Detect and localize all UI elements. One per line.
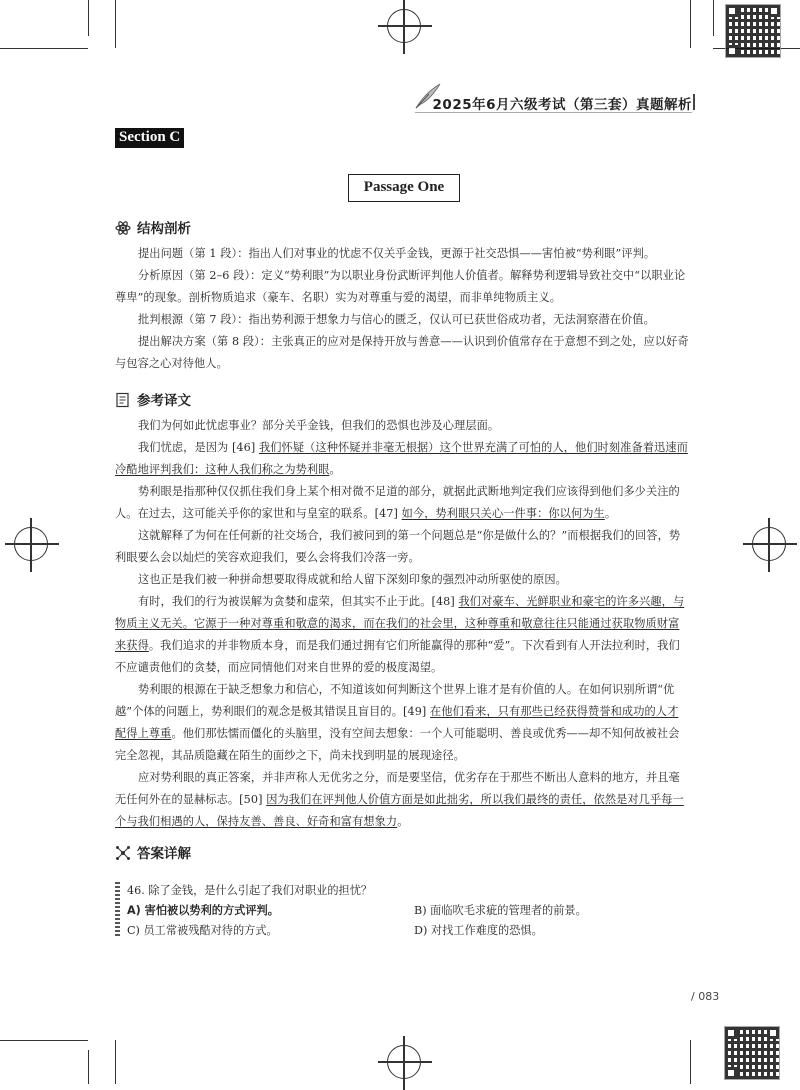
option-c: C) 员工常被残酷对待的方式。 xyxy=(127,924,278,937)
decorative-bar xyxy=(115,882,120,936)
answers-heading-text: 答案详解 xyxy=(137,846,191,862)
registration-mark-icon xyxy=(387,9,421,43)
structure-heading xyxy=(115,217,191,237)
network-icon xyxy=(115,845,131,861)
crop-mark xyxy=(88,0,89,36)
underlined-answer-text: 如今，势利眼只关心一件事：你以何为生 xyxy=(401,507,605,520)
atom-icon xyxy=(115,220,131,236)
underlined-answer-text: 我们对豪车、光鲜职业和豪宅的许多兴趣，与物质主义无关。它源于一种对尊重和敬意的渴求，而在我们的社会里，这种尊重和敬意往往只能通过获取物质财富来获得 xyxy=(115,595,685,652)
text-segment: 。 xyxy=(604,507,617,520)
section-label: Section C xyxy=(115,128,184,148)
text-segment: 。 xyxy=(397,815,409,828)
underlined-answer-text: 在他们看来，只有那些已经获得赞誉和成功的人才配得上尊重 xyxy=(115,705,679,740)
translation-paragraph xyxy=(115,481,689,525)
option-a-correct: A) 害怕被以势利的方式评判。 xyxy=(127,904,279,917)
crop-mark xyxy=(115,1040,116,1084)
option-b: B) 面临吹毛求疵的管理者的前景。 xyxy=(414,904,587,917)
registration-mark-icon xyxy=(14,527,48,561)
answers-heading xyxy=(115,842,191,862)
translation-paragraph: 这也正是我们被一种拼命想要取得成就和给人留下深刻印象的强烈冲动所驱使的原因。 xyxy=(138,573,567,586)
text-segment: 势利眼的根源在于缺乏想象力和信心，不知道该如何判断这个世界上谁才是有价值的人。在如何识别所谓“优越”个体的问题上，势利眼们的观念是极其错误且盲目的。[49] xyxy=(115,683,675,718)
translation-paragraph: 这就解释了为何在任何新的社交场合，我们被问到的第一个问题总是“你是做什么的？”而根据我们的回答，势利眼要么会以灿烂的笑容欢迎我们，要么会将我们冷落一旁。 xyxy=(115,529,681,564)
structure-item: 提出解决方案（第 8 段）：主张真正的应对是保持开放与善意——认识到价值常存在于意想不到之处，应以好奇与包容之心对待他人。 xyxy=(115,335,689,370)
structure-item: 提出问题（第 1 段）：指出人们对事业的忧虑不仅关乎金钱，更源于社交恐惧——害怕被“势利眼”评判。 xyxy=(138,247,656,260)
question-46-block xyxy=(115,878,690,938)
translation-paragraph xyxy=(115,591,689,679)
translation-paragraph: 我们为何如此忧虑事业？部分关乎金钱，但我们的恐惧也涉及心理层面。 xyxy=(138,419,500,432)
header-title: 2025年6月六级考试（第三套）真题解析 xyxy=(432,97,692,113)
translation-paragraph xyxy=(115,437,689,481)
page-number: / 083 xyxy=(691,990,720,1003)
text-segment: 有时，我们的行为被误解为贪婪和虚荣，但其实不止于此。[48] xyxy=(138,595,459,608)
underlined-answer-text: 因为我们在评判他人价值方面是如此拙劣，所以我们最终的责任，依然是对几乎每一个与我们相遇的人，保持友善、善良、好奇和富有想象力 xyxy=(115,793,684,828)
crop-mark xyxy=(690,1040,691,1084)
crop-mark xyxy=(115,0,116,48)
translation-paragraph xyxy=(115,767,689,833)
structure-heading-text: 结构剖析 xyxy=(137,221,191,237)
text-segment: 应对势利眼的真正答案，并非声称人无优劣之分，而是要坚信，优劣存在于那些不断出人意料的地方，并且毫无任何外在的显赫标志。[50] xyxy=(115,771,680,806)
text-segment: 。他们那怯懦而僵化的头脑里，没有空间去想象：一个人可能聪明、善良或优秀——却不知何故被社会完全忽视，其品质隐藏在陌生的面纱之下，尚未找到明显的展现途径。 xyxy=(115,727,680,762)
registration-mark-icon xyxy=(752,527,786,561)
header-divider xyxy=(693,94,695,110)
structure-item: 批判根源（第 7 段）：指出势利源于想象力与信心的匮乏，仅认可已获世俗成功者，无法洞察潜在价值。 xyxy=(138,313,655,326)
document-icon xyxy=(115,392,131,408)
translation-paragraph xyxy=(115,679,689,767)
qr-code-icon xyxy=(724,1026,780,1080)
structure-item: 分析原因（第 2–6 段）：定义“势利眼”为以职业身份武断评判他人价值者。解释势利逻辑导致社交中“以职业论尊卑”的现象。剖析物质追求（豪车、名职）实为对尊重与爱的渴望，而非单纯物质主义。 xyxy=(115,269,686,304)
text-segment: 。我们追求的并非物质本身，而是我们通过拥有它们所能赢得的那种“爱”。下次看到有人开法拉利时，我们不应谴责他们的贪婪，而应同情他们对来自世界的爱的极度渴望。 xyxy=(115,639,680,674)
crop-mark xyxy=(0,1040,88,1041)
underlined-answer-text: 我们怀疑（这种怀疑并非毫无根据）这个世界充满了可怕的人，他们时刻准备着迅速而冷酷地评判我们：这种人我们称之为势利眼 xyxy=(115,441,688,476)
passage-title: Passage One xyxy=(348,174,460,202)
crop-mark xyxy=(713,0,714,36)
crop-mark xyxy=(88,1050,89,1084)
crop-mark xyxy=(0,48,88,49)
text-segment: 我们忧虑，是因为 [46] xyxy=(138,441,259,454)
option-d: D) 对找工作难度的恐惧。 xyxy=(414,924,543,937)
qr-code-icon xyxy=(725,4,781,58)
text-segment: 。 xyxy=(329,463,341,476)
translation-heading xyxy=(115,389,191,409)
registration-mark-icon xyxy=(387,1045,421,1079)
translation-heading-text: 参考译文 xyxy=(137,393,191,409)
question-stem: 46. 除了金钱，是什么引起了我们对职业的担忧？ xyxy=(127,884,373,897)
crop-mark xyxy=(690,0,691,48)
text-segment: 势利眼是指那种仅仅抓住我们身上某个相对微不足道的部分，就据此武断地判定我们应该得到他们多少关注的人。在过去，这可能关乎你的家世和与皇室的联系。[47] xyxy=(115,485,680,520)
